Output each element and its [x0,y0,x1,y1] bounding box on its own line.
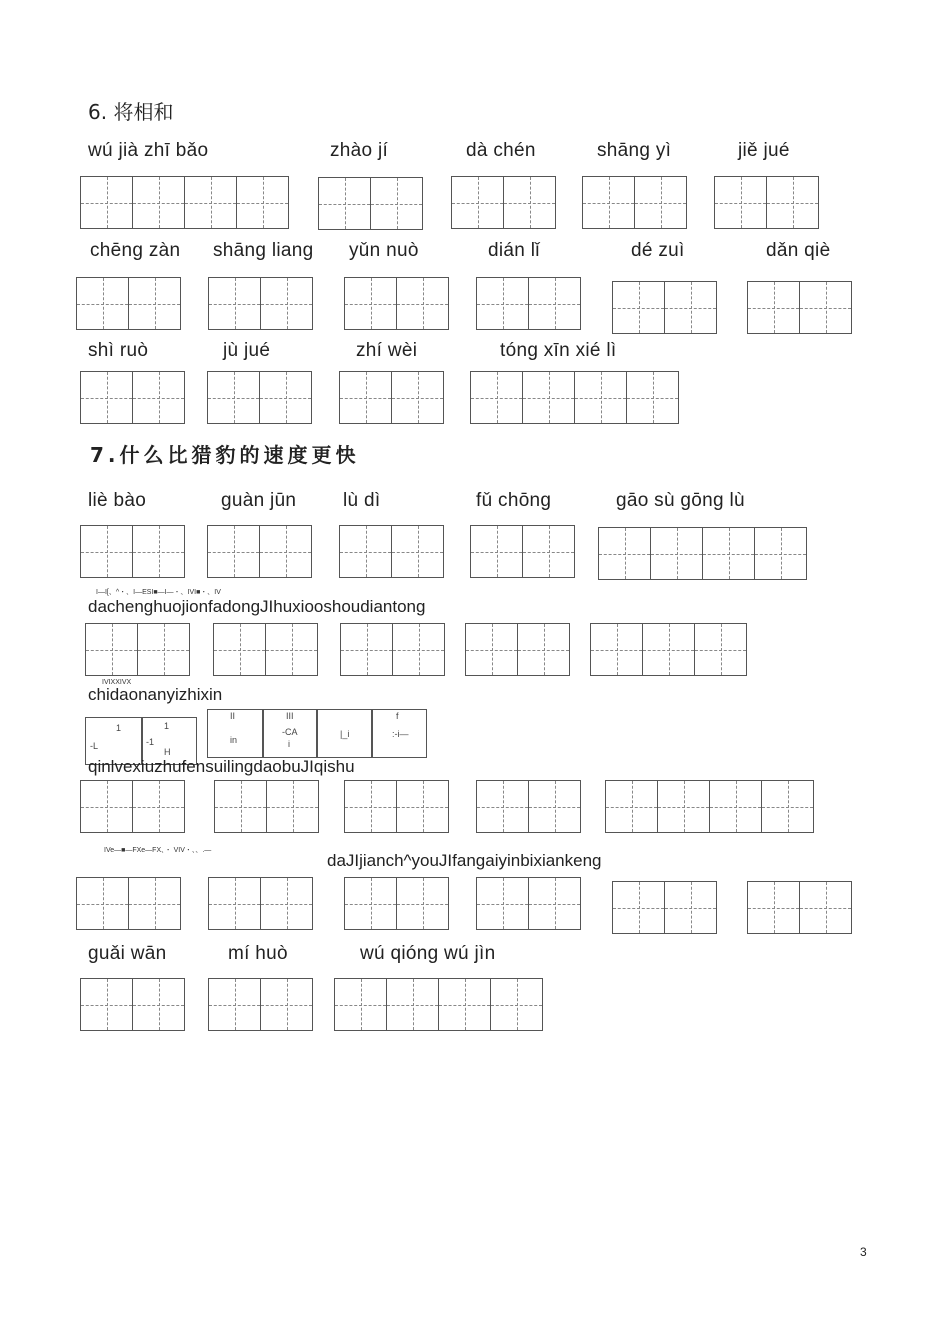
character-cell[interactable] [642,623,695,676]
character-cell[interactable] [612,881,665,934]
character-cell[interactable] [132,978,185,1031]
character-cell[interactable] [522,371,575,424]
pinyin-label: lù dì [343,490,381,511]
writing-grid[interactable] [213,623,317,676]
writing-grid[interactable] [470,525,574,578]
character-cell[interactable] [137,623,190,676]
pinyin-label: chēng zàn [90,240,181,261]
character-cell[interactable] [612,281,665,334]
writing-grid[interactable] [590,623,746,676]
character-cell[interactable] [714,176,767,229]
character-cell[interactable] [339,371,392,424]
character-cell[interactable] [528,780,581,833]
writing-grid[interactable] [214,780,318,833]
character-cell[interactable] [503,176,556,229]
ocr-noise: I—I[、^・、I—ESI■—I—・、IVI■・、IV [96,589,221,596]
garbled-pinyin: qinlvexiuzhufensuilingdaobuJIqishu [88,757,355,776]
garbled-pinyin: daJIjianch^youJIfangaiyinbixiankeng [327,851,602,870]
writing-grid[interactable] [344,780,448,833]
writing-grid[interactable] [582,176,686,229]
character-cell[interactable] [396,277,449,330]
character-cell[interactable] [702,527,755,580]
writing-grid[interactable] [476,877,580,930]
character-cell[interactable] [80,525,133,578]
writing-grid[interactable] [747,281,851,334]
character-cell[interactable] [208,978,261,1031]
pinyin-label: dé zuì [631,240,685,261]
writing-grid[interactable] [714,176,818,229]
pinyin-label: shì ruò [88,340,149,361]
writing-grid[interactable] [80,525,184,578]
character-cell[interactable] [396,780,449,833]
writing-grid[interactable] [80,176,288,229]
character-cell[interactable] [657,780,710,833]
pinyin-label: gāo sù gōng lù [616,490,745,511]
character-cell[interactable] [260,277,313,330]
character-cell[interactable] [184,176,237,229]
pinyin-label: jù jué [223,340,271,361]
character-cell[interactable] [259,371,312,424]
character-cell[interactable] [132,780,185,833]
character-cell[interactable] [626,371,679,424]
character-cell[interactable] [208,277,261,330]
character-cell[interactable] [664,881,717,934]
character-cell[interactable] [344,780,397,833]
character-cell[interactable] [340,623,393,676]
character-cell[interactable] [664,281,717,334]
writing-grid[interactable] [612,281,716,334]
pinyin-label: fǔ chōng [476,490,552,511]
character-cell[interactable] [391,371,444,424]
character-cell[interactable] [761,780,814,833]
writing-grid[interactable] [339,525,443,578]
character-cell[interactable] [80,371,133,424]
character-cell[interactable] [80,176,133,229]
distorted-grid: II in III -CA i |_i f :-i— [207,709,427,758]
character-cell[interactable] [392,623,445,676]
writing-grid[interactable] [340,623,444,676]
pinyin-label: wú qióng wú jìn [360,943,496,964]
pinyin-label: mí huò [228,943,288,964]
character-cell[interactable] [370,177,423,230]
pinyin-label: liè bào [88,490,147,511]
pinyin-label: dà chén [466,140,536,161]
page-number: 3 [860,1245,867,1259]
character-cell[interactable] [85,623,138,676]
character-cell[interactable] [517,623,570,676]
character-cell[interactable] [465,623,518,676]
writing-grid[interactable] [612,881,716,934]
character-cell[interactable] [754,527,807,580]
character-cell[interactable] [386,978,439,1031]
character-cell[interactable] [213,623,266,676]
garbled-pinyin: chidaonanyizhixin [88,685,223,704]
pinyin-label: zhí wèi [356,340,418,361]
lesson6-title: 6. 将相和 [88,100,174,124]
character-cell[interactable] [799,281,852,334]
pinyin-label: wú jià zhī bǎo [88,140,209,161]
character-cell[interactable] [207,371,260,424]
pinyin-label: jiě jué [738,140,790,161]
character-cell[interactable] [391,525,444,578]
writing-grid[interactable] [85,623,189,676]
ocr-noise: IVIXXIVX [102,679,132,686]
character-cell[interactable] [76,877,129,930]
pinyin-label: dǎn qiè [766,240,831,261]
pinyin-label: dián lǐ [488,240,540,261]
character-cell[interactable] [344,877,397,930]
distorted-grid: 1 -L 1 -1 H [85,717,197,765]
character-cell[interactable] [339,525,392,578]
writing-grid[interactable] [465,623,569,676]
character-cell[interactable] [259,525,312,578]
character-cell[interactable] [490,978,543,1031]
character-cell[interactable] [208,877,261,930]
character-cell[interactable] [128,877,181,930]
character-cell[interactable] [132,176,185,229]
pinyin-label: shāng liang [213,240,314,261]
character-cell[interactable] [476,277,529,330]
character-cell[interactable] [747,881,800,934]
pinyin-label: guàn jūn [221,490,297,511]
character-cell[interactable] [747,281,800,334]
character-cell[interactable] [476,877,529,930]
character-cell[interactable] [344,277,397,330]
character-cell[interactable] [438,978,491,1031]
character-cell[interactable] [650,527,703,580]
writing-grid[interactable] [344,277,448,330]
pinyin-label: guǎi wān [88,943,167,964]
pinyin-label: zhào jí [330,140,389,161]
writing-grid[interactable] [747,881,851,934]
writing-grid[interactable] [476,277,580,330]
character-cell[interactable] [634,176,687,229]
pinyin-label: yǔn nuò [349,240,419,261]
character-cell[interactable] [132,525,185,578]
character-cell[interactable] [265,623,318,676]
character-cell[interactable] [470,371,523,424]
writing-grid[interactable] [80,371,184,424]
writing-grid[interactable] [208,978,312,1031]
character-cell[interactable] [766,176,819,229]
character-cell[interactable] [590,623,643,676]
character-cell[interactable] [132,371,185,424]
writing-grid[interactable] [339,371,443,424]
writing-grid[interactable] [598,527,806,580]
character-cell[interactable] [582,176,635,229]
writing-grid[interactable] [476,780,580,833]
character-cell[interactable] [470,525,523,578]
character-cell[interactable] [214,780,267,833]
ocr-noise: IVe—■—FXe—FX、・ VIV・、、.— [104,847,212,854]
character-cell[interactable] [266,780,319,833]
character-cell[interactable] [694,623,747,676]
writing-grid[interactable] [76,277,180,330]
character-cell[interactable] [80,978,133,1031]
writing-grid[interactable] [76,877,180,930]
character-cell[interactable] [128,277,181,330]
character-cell[interactable] [260,978,313,1031]
character-cell[interactable] [80,780,133,833]
character-cell[interactable] [522,525,575,578]
writing-grid[interactable] [80,978,184,1031]
writing-grid[interactable] [344,877,448,930]
writing-grid[interactable] [470,371,678,424]
character-cell[interactable] [451,176,504,229]
character-cell[interactable] [598,527,651,580]
writing-grid[interactable] [80,780,184,833]
writing-grid[interactable] [207,371,311,424]
pinyin-label: tóng xīn xié lì [500,340,617,361]
lesson7-title: 7.什么比猎豹的速度更快 [90,443,360,467]
writing-grid[interactable] [451,176,555,229]
character-cell[interactable] [476,780,529,833]
writing-grid[interactable] [334,978,542,1031]
character-cell[interactable] [528,277,581,330]
character-cell[interactable] [318,177,371,230]
garbled-pinyin: dachenghuojionfadongJIhuxiooshoudiantong [88,597,426,616]
writing-grid[interactable] [318,177,422,230]
character-cell[interactable] [605,780,658,833]
character-cell[interactable] [76,277,129,330]
character-cell[interactable] [207,525,260,578]
character-cell[interactable] [396,877,449,930]
pinyin-label: shāng yì [597,140,672,161]
character-cell[interactable] [528,877,581,930]
character-cell[interactable] [799,881,852,934]
character-cell[interactable] [260,877,313,930]
writing-grid[interactable] [208,277,312,330]
writing-grid[interactable] [605,780,813,833]
writing-grid[interactable] [208,877,312,930]
character-cell[interactable] [334,978,387,1031]
character-cell[interactable] [574,371,627,424]
character-cell[interactable] [236,176,289,229]
character-cell[interactable] [709,780,762,833]
writing-grid[interactable] [207,525,311,578]
